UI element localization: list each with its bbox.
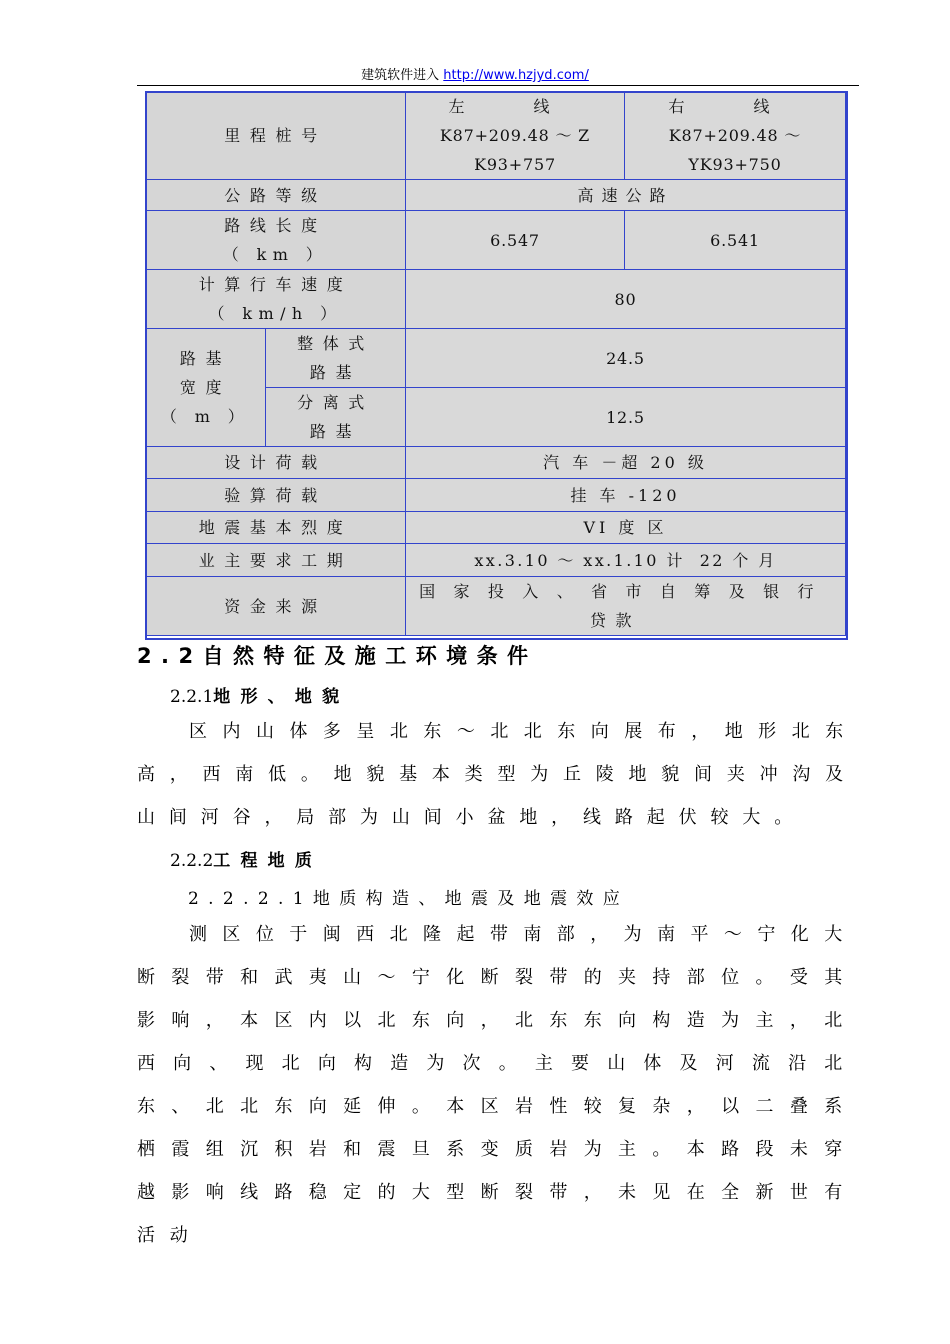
check-load-label: 验算荷载 [146, 479, 406, 512]
left-line-value1: K87+209.48 ～ Z [439, 126, 591, 145]
width-unit: （ m ） [160, 407, 251, 426]
mileage-label: 里程桩号 [146, 92, 406, 180]
grade-label: 公路等级 [146, 180, 406, 211]
fund-value2: 贷款 [589, 611, 642, 630]
header-rule [137, 85, 859, 86]
project-spec-table [145, 91, 846, 636]
right-line-value1: K87+209.48 ～ [668, 126, 802, 145]
table-row [146, 544, 846, 577]
grade-value: 高速公路 [406, 180, 846, 211]
speed-value: 80 [406, 270, 846, 329]
length-left: 6.547 [406, 211, 625, 270]
section-heading-2-2: 2.2自然特征及施工环境条件 [137, 644, 538, 668]
page-header [0, 64, 950, 83]
separate-label2: 路基 [309, 422, 362, 441]
width-label1: 路基 [179, 349, 232, 368]
paragraph-terrain: 区内山体多呈北东～北北东向展布，地形北东高，西南低。地貌基本类型为丘陵地貌间夹冲沟及山间河谷，局部为山间小盆地，线路起伏较大。 [137, 721, 857, 828]
table-row [146, 92, 846, 180]
fund-label: 资金来源 [146, 577, 406, 636]
left-line-value2: K93+757 [474, 155, 556, 174]
integral-label-cell [266, 329, 406, 388]
subsection-2-2-1-title: 地形、地貌 [213, 687, 350, 707]
subsection-2-2-1-number: 2.2.1 [170, 687, 214, 707]
table-row [146, 577, 846, 636]
speed-unit: （ km/h ） [208, 304, 343, 323]
length-right: 6.541 [625, 211, 846, 270]
separate-value: 12.5 [406, 388, 846, 447]
length-label-cell [146, 211, 406, 270]
table-row [146, 180, 846, 211]
subsection-2-2-2-number: 2.2.2 [170, 851, 214, 871]
left-line-title: 左 线 [448, 97, 582, 116]
width-label2: 宽度 [179, 378, 232, 397]
paragraph-geology: 测区位于闽西北隆起带南部，为南平～宁化大断裂带和武夷山～宁化断裂带的夹持部位。受其影响，本区内以北东向，北东东向构造为主，北西向、现北向构造为次。主要山体及河流沿北东、北北东向延伸。本区岩性较复杂，以二叠系栖霞组沉积岩和震旦系变质岩为主。本路段未穿越影响线路稳定的大型断裂带，未见在全新世有活动 [137, 924, 857, 1246]
table-row [146, 479, 846, 512]
header-prefix: 建筑软件进入 [361, 68, 444, 83]
subsection-2-2-2-title: 工程地质 [213, 851, 323, 871]
speed-label-cell [146, 270, 406, 329]
seismic-value: VI 度 区 [406, 512, 846, 544]
subsection-2-2-2-1: 2.2.2.1地质构造、地震及地震效应 [188, 889, 630, 909]
fund-value-cell [406, 577, 846, 636]
integral-value: 24.5 [406, 329, 846, 388]
subsection-2-2-1 [170, 682, 349, 707]
length-label: 路线长度 [224, 216, 327, 235]
integral-label1: 整体式 [297, 334, 374, 353]
right-line-value2: YK93+750 [688, 155, 782, 174]
left-line-cell [406, 92, 625, 180]
table-row [146, 329, 846, 388]
subsection-2-2-2 [170, 846, 322, 871]
fund-value1: 国家投入、省市自筹及银行 [419, 582, 832, 601]
seismic-label: 地震基本烈度 [146, 512, 406, 544]
period-label: 业主要求工期 [146, 544, 406, 577]
table-row [146, 211, 846, 270]
right-line-cell [625, 92, 846, 180]
table-row [146, 447, 846, 479]
design-load-value: 汽 车 －超 20 级 [406, 447, 846, 479]
period-value: xx.3.10 ～ xx.1.10 计 22 个 月 [406, 544, 846, 577]
separate-label1: 分离式 [297, 393, 374, 412]
length-unit: （ km ） [222, 245, 329, 264]
integral-label2: 路基 [309, 363, 362, 382]
header-link[interactable]: http://www.hzjyd.com/ [443, 68, 589, 83]
design-load-label: 设计荷载 [146, 447, 406, 479]
check-load-value: 挂 车 -120 [406, 479, 846, 512]
speed-label: 计算行车速度 [198, 275, 353, 294]
width-label-cell [146, 329, 266, 447]
right-line-title: 右 线 [668, 97, 802, 116]
table-row [146, 270, 846, 329]
separate-label-cell [266, 388, 406, 447]
table-row [146, 512, 846, 544]
